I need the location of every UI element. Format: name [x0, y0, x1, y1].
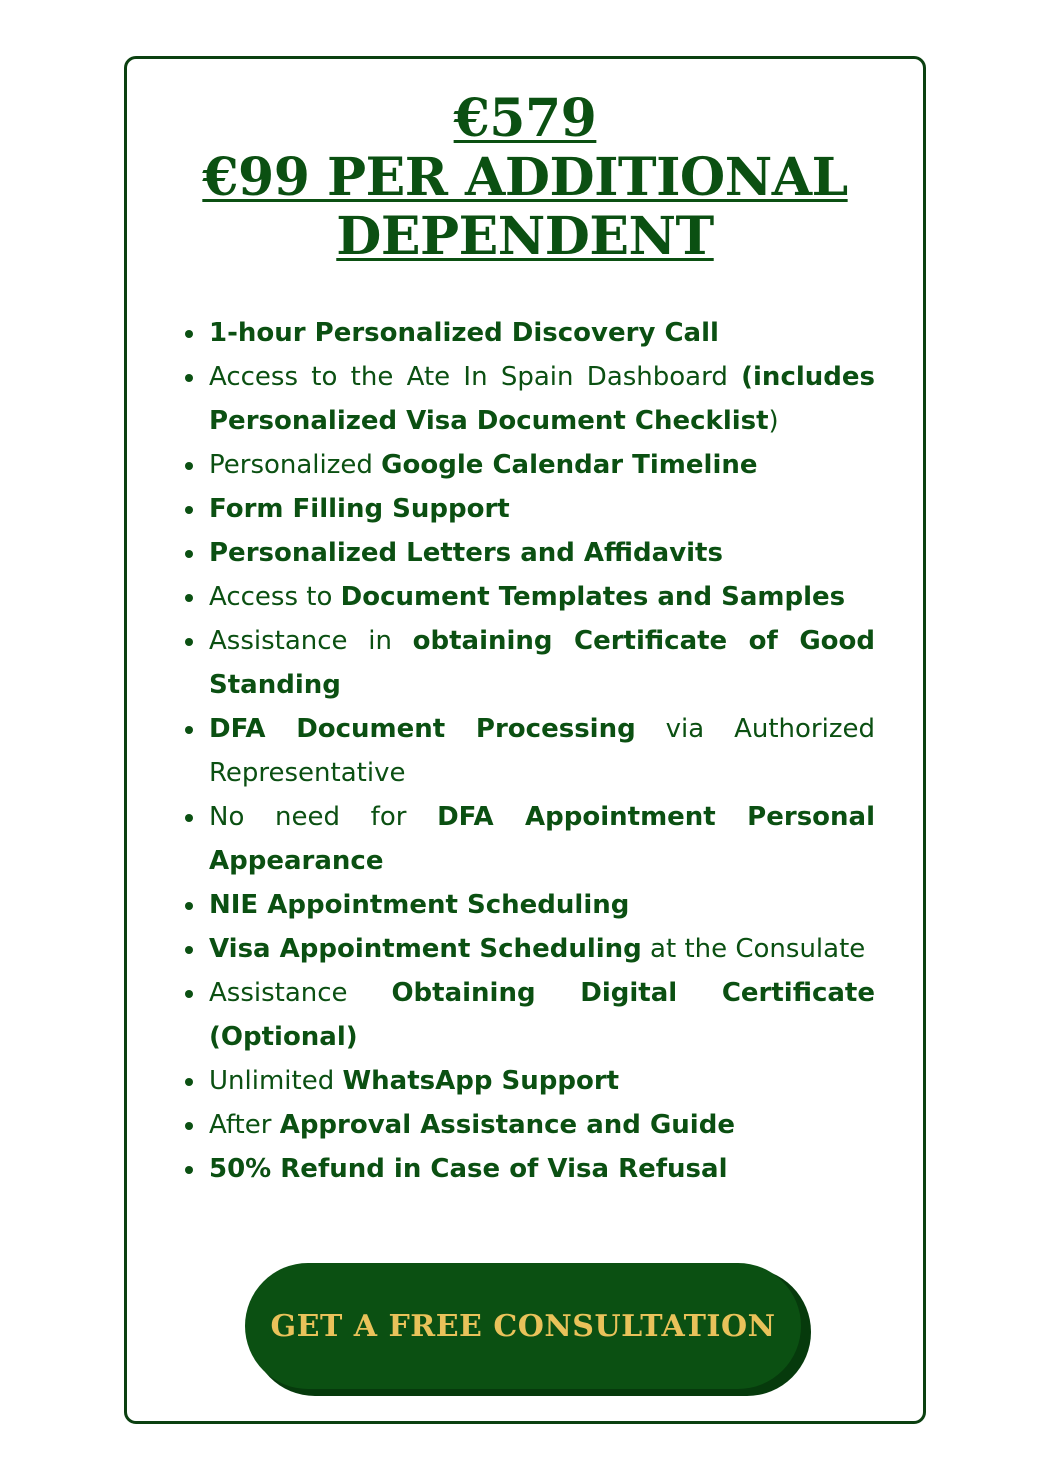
feature-item — [185, 927, 875, 971]
feature-text: Assistance in — [209, 626, 413, 656]
feature-text-bold: 1-hour Personalized Discovery Call — [209, 318, 719, 348]
feature-text: Assistance — [209, 978, 392, 1008]
bullet-icon — [185, 1078, 193, 1086]
bullet-icon — [185, 990, 193, 998]
feature-item — [185, 619, 875, 707]
feature-item — [185, 575, 875, 619]
cta-container — [245, 1263, 811, 1398]
bullet-icon — [185, 594, 193, 602]
feature-text-bold: WhatsApp Support — [342, 1066, 620, 1096]
feature-item — [185, 795, 875, 883]
bullet-icon — [185, 374, 193, 382]
price-heading — [127, 89, 923, 266]
bullet-icon — [185, 638, 193, 646]
bullet-icon — [185, 902, 193, 910]
bullet-icon — [185, 814, 193, 822]
pricing-card — [124, 56, 926, 1424]
bullet-icon — [185, 550, 193, 558]
price-main: €579 — [453, 88, 597, 149]
bullet-icon — [185, 1122, 193, 1130]
feature-text: ) — [768, 406, 779, 436]
feature-text-bold: Personalized Letters and Affidavits — [209, 538, 723, 568]
feature-item — [185, 1147, 875, 1191]
feature-item — [185, 1059, 875, 1103]
feature-item — [185, 883, 875, 927]
bullet-icon — [185, 1166, 193, 1174]
feature-item — [185, 707, 875, 795]
feature-text: Personalized — [209, 450, 382, 480]
feature-text-bold: Obtaining Digital Certificate (Optional) — [209, 978, 875, 1052]
feature-text-bold: DFA Appointment Personal Appearance — [209, 802, 876, 876]
feature-list — [185, 311, 875, 1191]
feature-text-bold: Google Calendar Timeline — [381, 450, 758, 480]
feature-item — [185, 1103, 875, 1147]
feature-item — [185, 971, 875, 1059]
feature-item — [185, 531, 875, 575]
bullet-icon — [185, 726, 193, 734]
feature-text-bold: NIE Appointment Scheduling — [209, 890, 630, 920]
feature-text-bold: Approval Assistance and Guide — [279, 1110, 735, 1140]
feature-text-bold: DFA Document Processing — [209, 714, 636, 744]
price-additional-dependent: DEPENDENT — [336, 206, 714, 267]
price-additional-line: €99 PER ADDITIONAL — [202, 147, 848, 208]
feature-text: Access to the Ate In Spain Dashboard — [209, 362, 742, 392]
bullet-icon — [185, 506, 193, 514]
feature-text-bold: (includes Personalized Visa Document Checklist — [209, 362, 875, 436]
free-consultation-button[interactable]: GET A FREE CONSULTATION — [245, 1263, 801, 1389]
bullet-icon — [185, 462, 193, 470]
bullet-icon — [185, 946, 193, 954]
feature-text: via Authorized Representative — [209, 714, 875, 788]
feature-text-bold: Document Templates and Samples — [340, 582, 846, 612]
feature-text: No need for — [209, 802, 438, 832]
feature-text-bold: Visa Appointment Scheduling — [209, 934, 642, 964]
feature-text-bold: Form Filling Support — [209, 494, 510, 524]
feature-text: Access to — [209, 582, 341, 612]
feature-item — [185, 443, 875, 487]
feature-text-bold: obtaining Certificate of Good Standing — [209, 626, 876, 700]
feature-text: After — [209, 1110, 280, 1140]
feature-text-bold: 50% Refund in Case of Visa Refusal — [209, 1154, 728, 1184]
feature-text: Unlimited — [209, 1066, 343, 1096]
feature-item — [185, 355, 875, 443]
feature-item — [185, 487, 875, 531]
bullet-icon — [185, 330, 193, 338]
feature-text: at the Consulate — [641, 934, 866, 964]
feature-item — [185, 311, 875, 355]
